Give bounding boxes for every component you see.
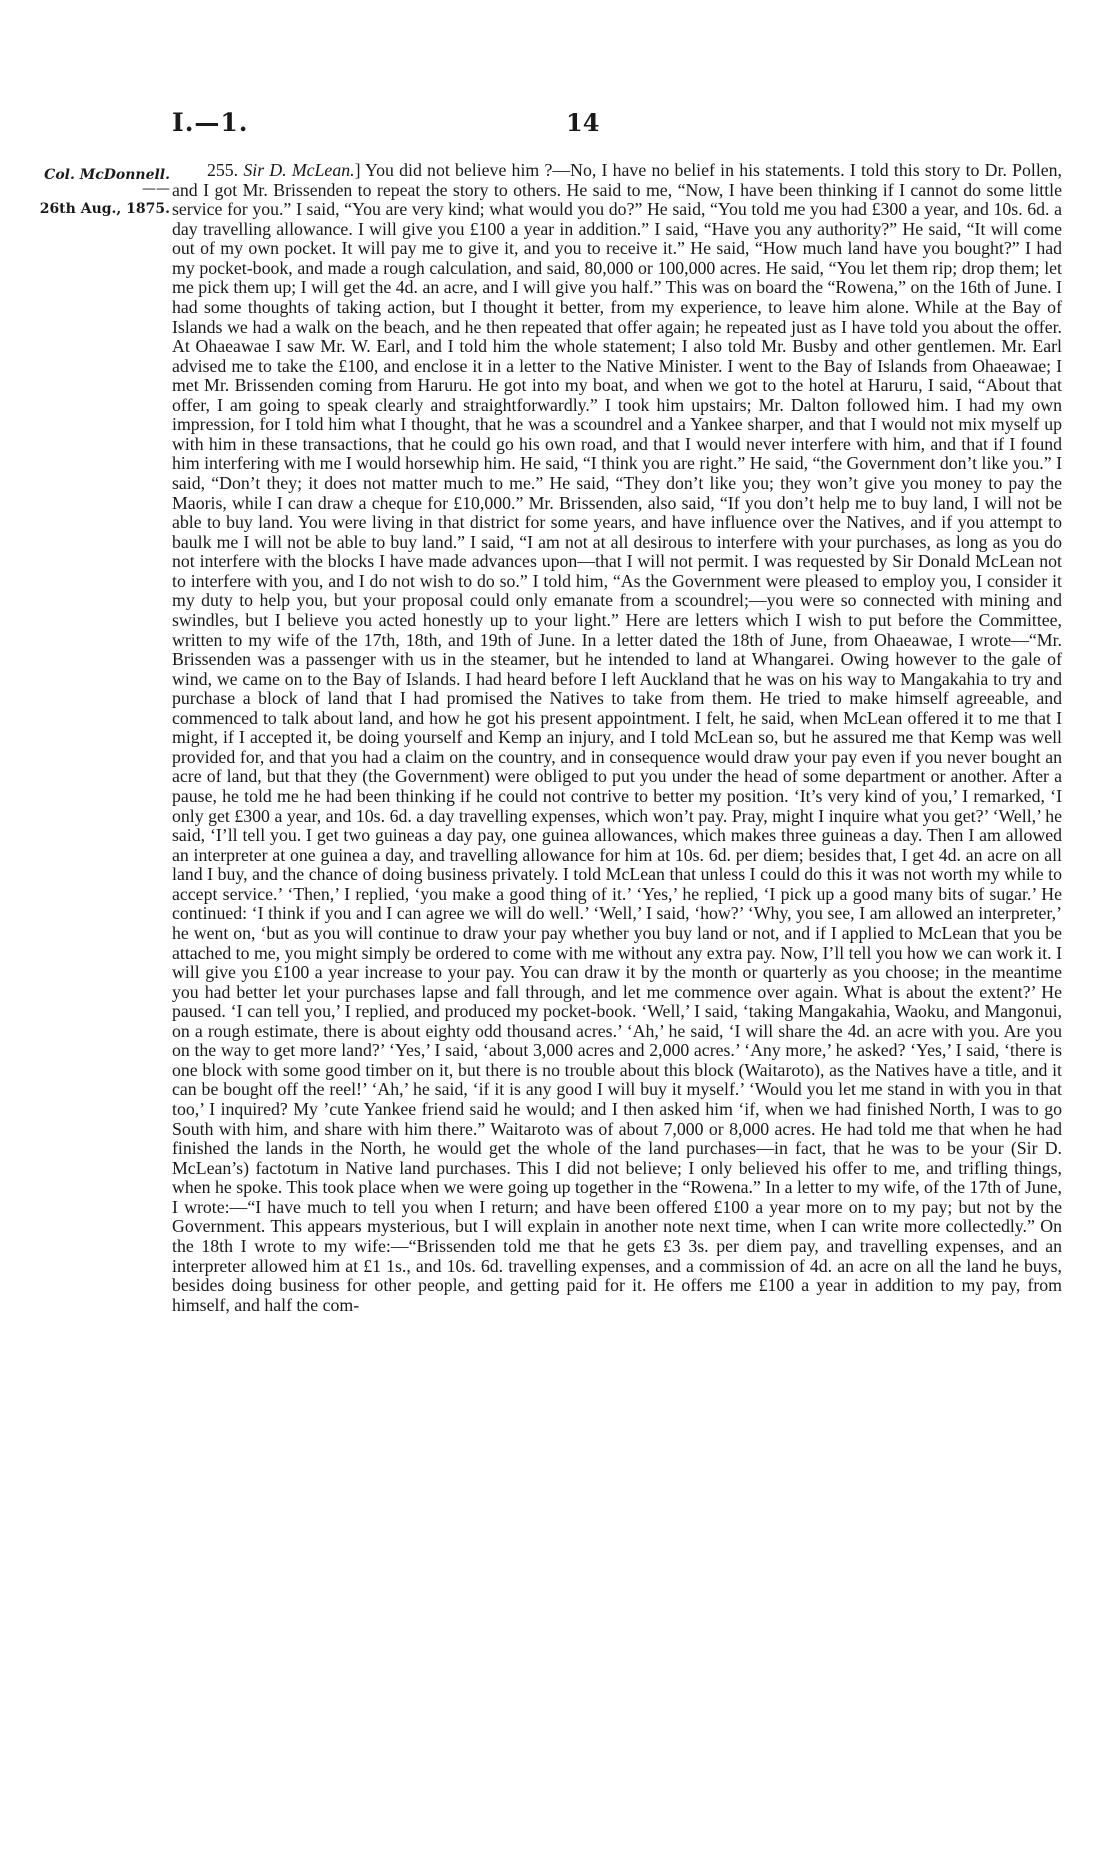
margin-date: 26th Aug., 1875. <box>39 201 170 217</box>
testimony-paragraph <box>172 161 1062 1315</box>
margin-witness-name: Col. McDonnell. <box>44 167 170 183</box>
margin-dash: —— <box>142 181 170 197</box>
testimony-body <box>172 161 1062 1315</box>
testimony-text: ] You did not believe him ?—No, I have no belief in his statements. I told this story to Dr. Pollen, and I got Mr. Brissenden to repeat the story to others. He said to me, “Now, I have been thinking if I cannot do some little service for you.” I said, “You are very kind; what would you do?” He said, “You told me you had £300 a year, and 10s. 6d. a day travelling allowance. I will give you £100 a year in addition.” I said, “Have you any authority?” He said, “It will come out of my own pocket. It will pay me to give it, and you to receive it.” He said, “How much land have you bought?” I had my pocket-book, and made a rough calculation, and said, 80,000 or 100,000 acres. He said, “You let them rip; drop them; let me pick them up; I will get the 4d. an acre, and I will give you half.” This was on board the “Rowena,” on the 16th of June. I had some thoughts of taking action, but I thought it better, from my experience, to leave him alone. While at the Bay of Islands we had a walk on the beach, and he then repeated that offer again; he repeated just as I have told you about the offer. At Ohaeawae I saw Mr. W. Earl, and I told him the whole statement; I also told Mr. Busby and other gentlemen. Mr. Earl advised me to take the £100, and enclose it in a letter to the Native Minister. I went to the Bay of Islands from Ohaeawae; I met Mr. Brissenden coming from Haruru. He got into my boat, and when we got to the hotel at Haruru, I said, “About that offer, I am going to speak clearly and straightforwardly.” I took him upstairs; Mr. Dalton followed him. I had my own impression, for I told him what I thought, that he was a scoundrel and a Yankee sharper, and that I would not mix myself up with him in these transactions, that he could go his own road, and that I would never interfere with him, and that if I found him interfering with me I would horsewhip him. He said, “I think you are right.” He said, “the Government don’t like you.” I said, “Don’t they; it does not matter much to me.” He said, “They don’t like you; they won’t give you money to pay the Maoris, while I can draw a cheque for £10,000.” Mr. Brissenden, also said, “If you don’t help me to buy land, I will not be able to buy land. You were living in that district for some years, and have influence over the Natives, and if you attempt to baulk me I will not be able to buy land.” I said, “I am not at all desirous to interfere with your purchases, as long as you do not interfere with the blocks I have made advances upon—that I will not permit. I was requested by Sir Donald McLean not to interfere with you, and I do not wish to do so.” I told him, “As the Government were pleased to employ you, I consider it my duty to help you, but your proposal could only emanate from a scoundrel;—you were so connected with mining and swindles, but I believe you acted honestly up to your light.” Here are letters which I wish to put before the Committee, written to my wife of the 17th, 18th, and 19th of June. In a letter dated the 18th of June, from Ohaeawae, I wrote—“Mr. Brissenden was a passenger with us in the steamer, but he intended to land at Whangarei. Owing however to the gale of wind, we came on to the Bay of Islands. I had heard before I left Auckland that he was on his way to Mangakahia to try and purchase a block of land that I had promised the Natives to take from them. He tried to make himself agreeable, and commenced to talk about land, and how he got his present appointment. I felt, he said, when McLean offered it to me that I might, if I accepted it, be doing yourself and Kemp an injury, and I told McLean so, but he assured me that Kemp was well provided for, and that you had a claim on the country, and in consequence would draw your pay even if you never bought an acre of land, but that they (the Government) were obliged to put you under the head of some department or another. After a pause, he told me he had been thinking if he could not contrive to better my position. ‘It’s very kind of you,’ I remarked, ‘I only get £300 a year, and 10s. 6d. a day travelling expenses, which won’t pay. Pray, might I inquire what you get?’ ‘Well,’ he said, ‘I’ll tell you. I get two guineas a day pay, one guinea allowances, which makes three guineas a day. Then I am allowed an interpreter at one guinea a day, and travelling allowance for him at 10s. 6d. per diem; besides that, I get 4d. an acre on all land I buy, and the chance of doing business privately. I told McLean that unless I could do this it was not worth my while to accept service.’ ‘Then,’ I replied, ‘you make a good thing of it.’ ‘Yes,’ he replied, ‘I pick up a good many bits of sugar.’ He continued: ‘I think if you and I can agree we will do well.’ ‘Well,’ I said, ‘how?’ ‘Why, you see, I am allowed an interpreter,’ he went on, ‘but as you will continue to draw your pay whether you buy land or not, and if I applied to McLean that you be attached to me, you might simply be ordered to come with me without any extra pay. Now, I’ll tell you how we can work it. I will give you £100 a year increase to your pay. You can draw it by the month or quarterly as you choose; in the meantime you had better let your purchases lapse and fall through, and let me commence over again. What is about the extent?’ He paused. ‘I can tell you,’ I replied, and produced my pocket-book. ‘Well,’ I said, ‘taking Mangakahia, Waoku, and Mangonui, on a rough estimate, there is about eighty odd thousand acres.’ ‘Ah,’ he said, ‘I will share the 4d. an acre with you. Are you on the way to get more land?’ ‘Yes,’ I said, ‘about 3,000 acres and 2,000 acres.’ ‘Any more,’ he asked? ‘Yes,’ I said, ‘there is one block with some good timber on it, but there is no trouble about this block (Waitaroto), as the Natives have a title, and it can be bought off the reel!’ ‘Ah,’ he said, ‘if it is any good I will buy it myself.’ ‘Would you let me stand in with you in that too,’ I inquired? My ’cute Yankee friend said he would; and I then asked him ‘if, when we had finished North, I was to go South with him, and share with him there.” Waitaroto was of about 7,000 or 8,000 acres. He had told me that when he had finished the lands in the North, he would get the whole of the land purchases—in fact, that he was to be your (Sir D. McLean’s) factotum in Native land purchases. This I did not believe; I only believed his offer to me, and trifling things, when he spoke. This took place when we were going up together in the “Rowena.” In a letter to my wife, of the 17th of June, I wrote:—“I have much to tell you when I return; and have been offered £100 a year more on to my pay; but not by the Government. This appears mysterious, but I will explain in another note next time, when I can write more collectedly.” On the 18th I wrote to my wife:—“Brissenden told me that he gets £3 3s. per diem pay, and travelling expenses, and an interpreter allowed him at £1 1s., and 10s. 6d. travelling expenses, and a commission of 4d. an acre on all the land he buys, besides doing business for other people, and getting paid for it. He offers me £100 a year in addition to my pay, from himself, and half the com- <box>172 160 1063 1315</box>
page-number: 14 <box>566 108 600 137</box>
question-number: 255. <box>207 160 239 180</box>
questioner-name: Sir D. McLean. <box>243 160 355 180</box>
paper-reference: I.—1. <box>172 108 249 137</box>
